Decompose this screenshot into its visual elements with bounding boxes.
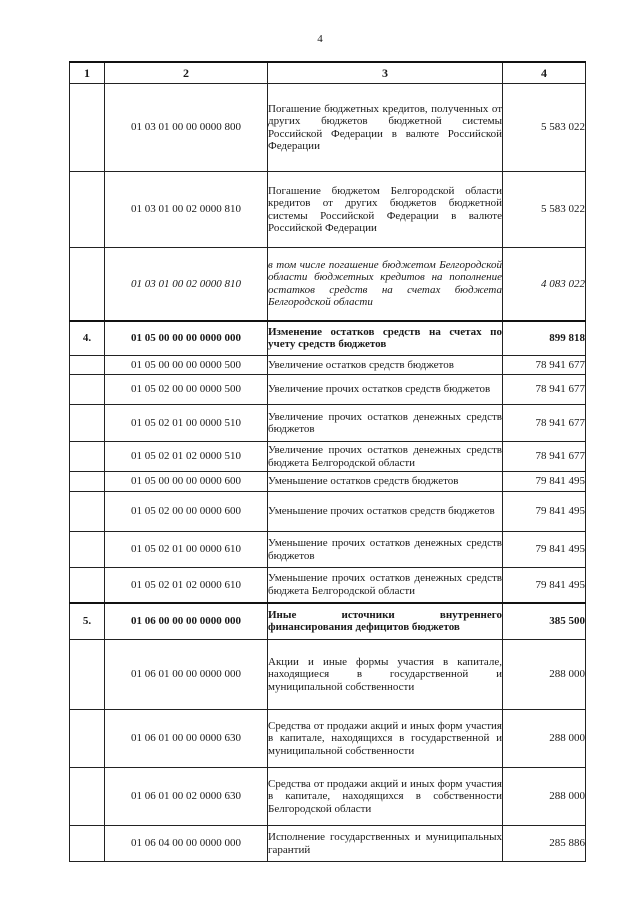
table-row (70, 321, 586, 356)
table-header-row (70, 62, 586, 84)
row-number (70, 492, 105, 532)
table-row (70, 405, 586, 442)
table-row (70, 356, 586, 375)
row-description: Акции и иные формы участия в капитале, находящиеся в государственной и муниципальной собственности (268, 640, 503, 710)
row-amount: 79 841 495 (503, 568, 586, 603)
row-amount: 79 841 495 (503, 532, 586, 568)
table-row (70, 172, 586, 248)
budget-code: 01 06 01 00 00 0000 000 (105, 640, 268, 710)
page-number: 4 (317, 33, 323, 45)
row-description: Увеличение остатков средств бюджетов (268, 356, 503, 375)
row-number: 5. (70, 603, 105, 640)
table-row (70, 640, 586, 710)
row-number (70, 640, 105, 710)
row-description: в том числе погашение бюджетом Белгородской области бюджетных кредитов на пополнение остатков средств на счетах бюджета Белгородской области (268, 248, 503, 321)
row-description: Исполнение государственных и муниципальных гарантий (268, 826, 503, 862)
row-description: Увеличение прочих остатков денежных средств бюджетов (268, 405, 503, 442)
table-row (70, 442, 586, 472)
row-description: Изменение остатков средств на счетах по учету средств бюджетов (268, 321, 503, 356)
row-description: Увеличение прочих остатков средств бюджетов (268, 375, 503, 405)
row-amount: 79 841 495 (503, 492, 586, 532)
row-number (70, 568, 105, 603)
row-number (70, 532, 105, 568)
budget-code: 01 05 00 00 00 0000 500 (105, 356, 268, 375)
row-number (70, 442, 105, 472)
column-header-3: 3 (268, 62, 503, 84)
budget-code: 01 06 01 00 00 0000 630 (105, 710, 268, 768)
column-header-1: 1 (70, 62, 105, 84)
table-row (70, 472, 586, 492)
row-description: Средства от продажи акций и иных форм участия в капитале, находящихся в государственной и муниципальной собственности (268, 710, 503, 768)
column-header-4: 4 (503, 62, 586, 84)
row-amount: 288 000 (503, 768, 586, 826)
budget-code: 01 03 01 00 00 0000 800 (105, 84, 268, 172)
row-number (70, 248, 105, 321)
budget-code: 01 05 00 00 00 0000 000 (105, 321, 268, 356)
row-description: Средства от продажи акций и иных форм участия в капитале, находящихся в собственности Белгородской области (268, 768, 503, 826)
row-number (70, 710, 105, 768)
column-header-2: 2 (105, 62, 268, 84)
row-number (70, 356, 105, 375)
row-amount: 5 583 022 (503, 172, 586, 248)
table-row (70, 532, 586, 568)
budget-sources-table (69, 61, 586, 862)
row-number (70, 405, 105, 442)
budget-code: 01 05 02 00 00 0000 500 (105, 375, 268, 405)
table-row (70, 710, 586, 768)
row-amount: 78 941 677 (503, 356, 586, 375)
budget-code: 01 05 02 01 00 0000 610 (105, 532, 268, 568)
row-number (70, 768, 105, 826)
row-amount: 899 818 (503, 321, 586, 356)
budget-code: 01 05 00 00 00 0000 600 (105, 472, 268, 492)
budget-code: 01 03 01 00 02 0000 810 (105, 248, 268, 321)
row-amount: 5 583 022 (503, 84, 586, 172)
table-row (70, 603, 586, 640)
budget-code: 01 06 01 00 02 0000 630 (105, 768, 268, 826)
budget-code: 01 06 04 00 00 0000 000 (105, 826, 268, 862)
row-number (70, 826, 105, 862)
table-row (70, 768, 586, 826)
row-amount: 288 000 (503, 640, 586, 710)
table-row (70, 492, 586, 532)
row-description: Уменьшение прочих остатков денежных средств бюджетов (268, 532, 503, 568)
row-description: Уменьшение прочих остатков средств бюджетов (268, 492, 503, 532)
row-description: Уменьшение прочих остатков денежных средств бюджета Белгородской области (268, 568, 503, 603)
row-number (70, 84, 105, 172)
row-description: Погашение бюджетом Белгородской области кредитов от других бюджетов бюджетной системы Российской Федерации в валюте Российской Федерации (268, 172, 503, 248)
budget-code: 01 05 02 01 02 0000 610 (105, 568, 268, 603)
budget-code: 01 05 02 00 00 0000 600 (105, 492, 268, 532)
row-number (70, 172, 105, 248)
row-amount: 78 941 677 (503, 442, 586, 472)
row-amount: 288 000 (503, 710, 586, 768)
row-amount: 78 941 677 (503, 375, 586, 405)
table-row (70, 375, 586, 405)
table-row (70, 248, 586, 321)
row-amount: 79 841 495 (503, 472, 586, 492)
row-amount: 285 886 (503, 826, 586, 862)
table-row (70, 84, 586, 172)
row-number (70, 375, 105, 405)
budget-code: 01 06 00 00 00 0000 000 (105, 603, 268, 640)
row-description: Уменьшение остатков средств бюджетов (268, 472, 503, 492)
row-description: Иные источники внутреннего финансирования дефицитов бюджетов (268, 603, 503, 640)
row-amount: 385 500 (503, 603, 586, 640)
row-number (70, 472, 105, 492)
budget-code: 01 05 02 01 02 0000 510 (105, 442, 268, 472)
row-number: 4. (70, 321, 105, 356)
row-description: Увеличение прочих остатков денежных средств бюджета Белгородской области (268, 442, 503, 472)
row-amount: 4 083 022 (503, 248, 586, 321)
row-amount: 78 941 677 (503, 405, 586, 442)
budget-code: 01 05 02 01 00 0000 510 (105, 405, 268, 442)
budget-code: 01 03 01 00 02 0000 810 (105, 172, 268, 248)
row-description: Погашение бюджетных кредитов, полученных от других бюджетов бюджетной системы Российской Федерации в валюте Российской Федерации (268, 84, 503, 172)
table-row (70, 568, 586, 603)
table-row (70, 826, 586, 862)
